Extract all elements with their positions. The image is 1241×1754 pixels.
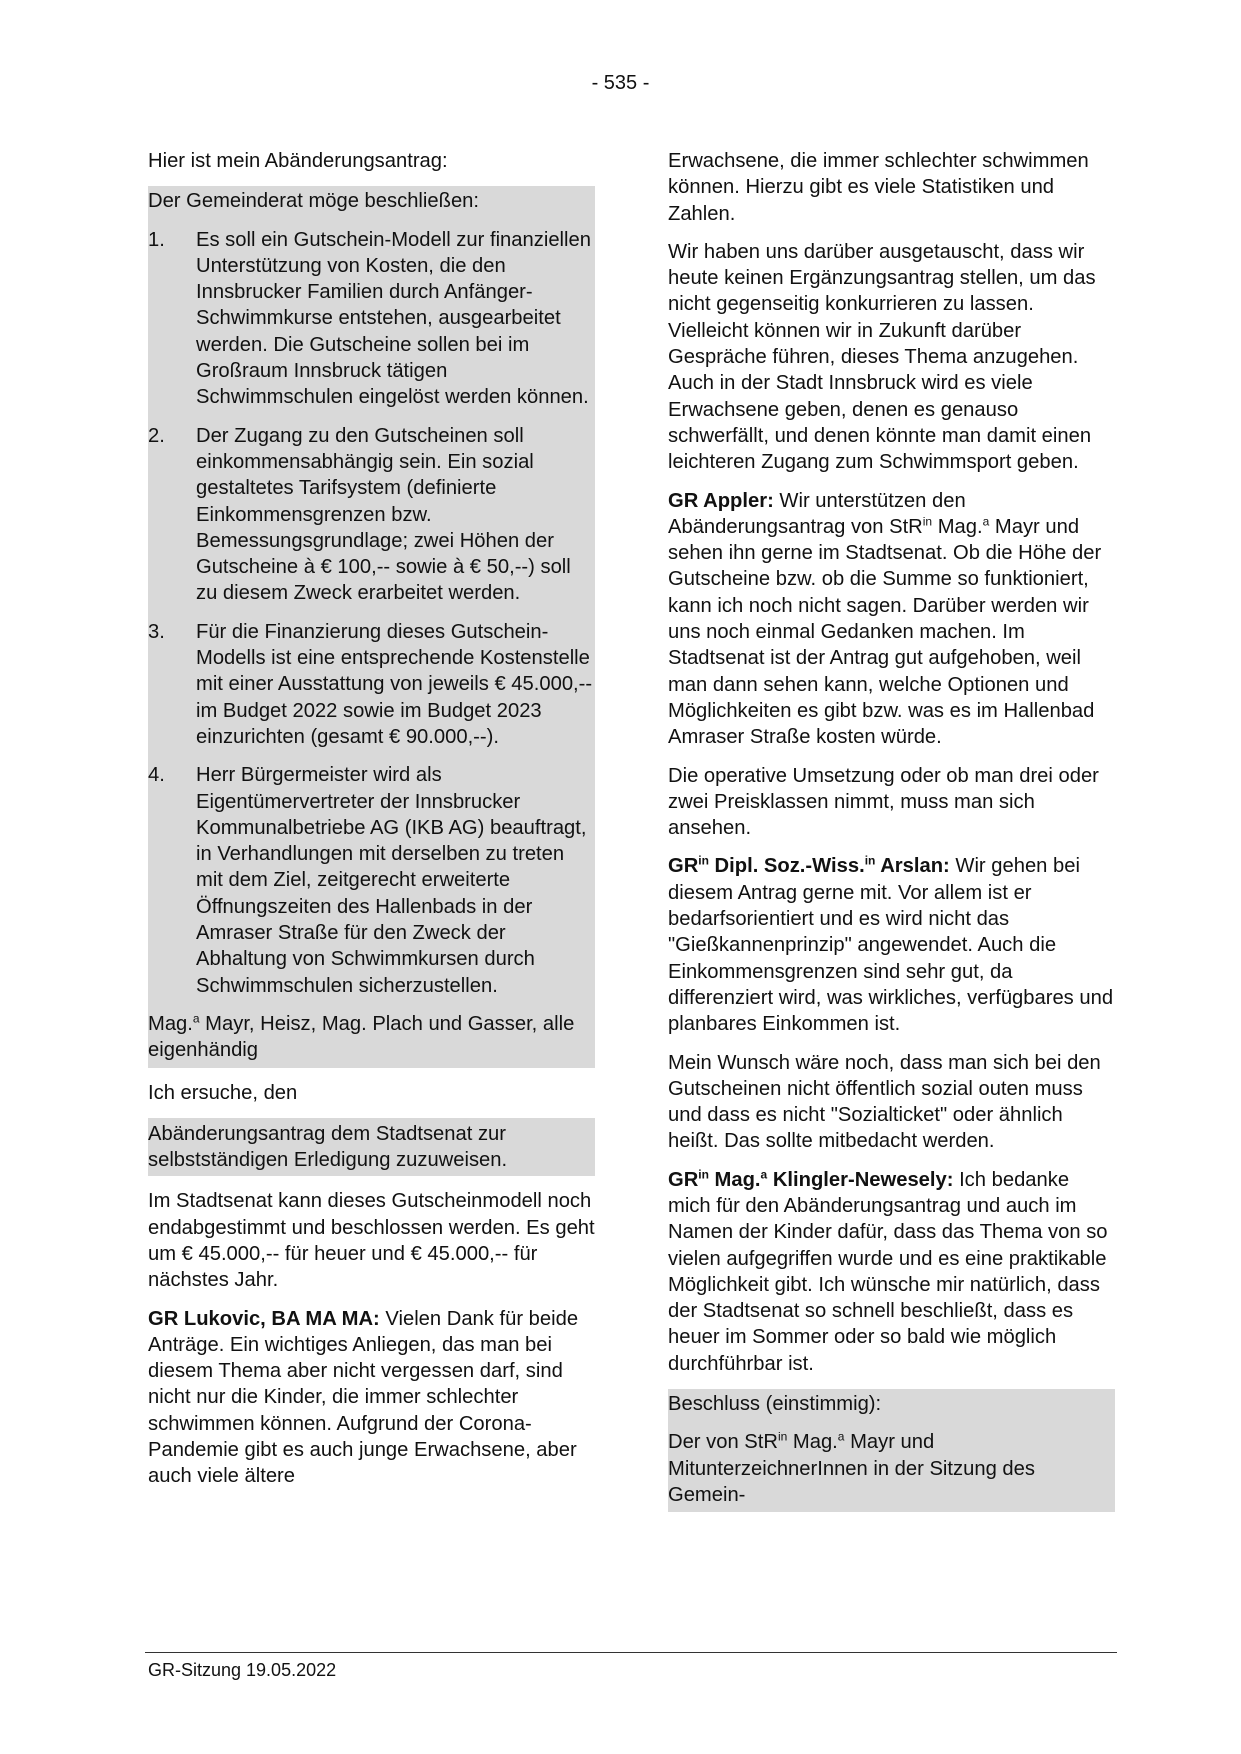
left-column [148, 148, 595, 1502]
motion-item [148, 619, 595, 750]
motion-item [148, 227, 595, 411]
continued-text: Erwachsene, die immer schlechter schwimmen können. Hierzu gibt es viele Statistiken und Zahlen. [668, 150, 1089, 225]
motion-item-text: Herr Bürgermeister wird als Eigentümervertreter der Innsbrucker Kommunalbetriebe AG (IKB AG) beauftragt, in Verhandlungen mit derselben zu treten mit dem Ziel, zeitgerecht erweiterte Öffnungszeiten des Hallenbads in der Amraser Straße für den Zweck der Abhaltung von Schwimmkursen durch Schwimmschulen sicherzustellen. [196, 764, 587, 997]
page-number: - 535 - [591, 72, 650, 94]
paragraph: Wir haben uns darüber ausgetauscht, dass wir heute keinen Ergänzungsantrag stellen, um das nicht gegenseitig konkurrieren zu lassen. Vielleicht können wir in Zukunft darüber Gespräche führen, dieses Thema anzugehen. Auch in der Stadt Innsbruck wird es viele Erwachsene geben, denen es genauso schwerfällt, und denen könnte man damit einen leichteren Zugang zum Schwimmsport geben. [668, 240, 1096, 474]
right-column [668, 148, 1115, 1524]
signers: Mag.$^a$ Mayr, Heisz, Mag. Plach und Gasser, alle eigenhändig [148, 1011, 575, 1062]
motion-item-number: 2. [148, 424, 165, 447]
footer-divider [145, 1652, 1117, 1653]
resolution-heading: Beschluss (einstimmig): [668, 1393, 882, 1416]
speaker-name: $GR^{in}$ Dipl. Soz.-Wiss.$^{in}$ Arslan: [668, 853, 950, 878]
intro-text: Hier ist mein Abänderungsantrag: [148, 150, 448, 172]
motion-item-number: 1. [148, 228, 165, 251]
motion-item-text: Es soll ein Gutschein-Modell zur finanziellen Unterstützung von Kosten, die den Innsbrucker Familien durch Anfänger-Schwimmkurse entstehen, ausgearbeitet werden. Die Gutscheine sollen bei im Großraum Innsbruck tätigen Schwimmschulen eingelöst werden können. [196, 228, 591, 409]
resolution-text: Der von StR$^{in}$ Mag.$^a$ Mayr und MitunterzeichnerInnen in der Sitzung des Gemein- [668, 1429, 1035, 1506]
motion-item [148, 762, 595, 999]
motion-item-text: Der Zugang zu den Gutscheinen soll einkommensabhängig sein. Ein sozial gestaltetes Tarifsystem (definierte Einkommensgrenzen bzw. Bemessungsgrundlage; zwei Höhen der Gutscheine à € 100,-- sowie à € 50,--) soll zu diesem Zweck erarbeitet werden. [196, 424, 571, 605]
appler-statement: GR Appler: Wir unterstützen den Abänderungsantrag von StR$^{in}$ Mag.$^a$ Mayr und sehen ihn gerne im Stadtsenat. Ob die Höhe der Gutscheine bzw. ob die Summe so funktioniert, kann ich noch nicht sagen. Darüber werden wir uns noch einmal Gedanken machen. Im Stadtsenat ist der Antrag gut aufgehoben, weil man dann sehen kann, welche Optionen und Möglichkeiten es gibt bzw. was es im Hallenbad Amraser Straße kosten würde. [668, 489, 1102, 749]
motion-list [148, 227, 595, 999]
request-text: Ich ersuche, den [148, 1081, 298, 1104]
motion-item [148, 423, 595, 607]
speaker-name: $GR^{in}$ Mag.$^a$ Klingler-Newesely: [668, 1166, 954, 1191]
klingler-statement: $GR^{in}$ Mag.$^a$ Klingler-Newesely: Ich bedanke mich für den Abänderungsantrag und auch im Namen der Kinder dafür, dass das Thema von so vielen aufgegriffen wurde und es eine praktikable Möglichkeit gibt. Ich wünsche mir natürlich, dass der Stadtsenat so schnell beschließt, dass es heuer im Sommer oder so bald wie möglich durchführbar ist. [668, 1166, 1108, 1375]
senate-text: Im Stadtsenat kann dieses Gutscheinmodell noch endabgestimmt und beschlossen werden. Es geht um € 45.000,-- für heuer und € 45.000,-- für nächstes Jahr. [148, 1190, 595, 1292]
motion-heading: Der Gemeinderat möge beschließen: [148, 190, 480, 213]
speaker-name: GR Appler: [668, 489, 774, 512]
lukovic-statement: GR Lukovic, BA MA MA: Vielen Dank für beide Anträge. Ein wichtiges Anliegen, das man bei diesem Thema aber nicht vergessen darf, sind nicht nur die Kinder, die immer schlechter schwimmen können. Aufgrund der Corona-Pandemie gibt es auch junge Erwachsene, aber auch viele ältere [148, 1307, 579, 1488]
resolution-box [668, 1389, 1115, 1512]
footer-text: GR-Sitzung 19.05.2022 [148, 1660, 337, 1680]
arslan-statement: $GR^{in}$ Dipl. Soz.-Wiss.$^{in}$ Arslan: Wir gehen bei diesem Antrag gerne mit. Vor allem ist er bedarfsorientiert und es wird nicht das "Gießkannenprinzip" angewendet. Auch die Einkommensgrenzen sind sehr gut, da differenziert wird, was wirkliches, verfügbares und planbares Einkommen ist. [668, 853, 1114, 1036]
motion-item-number: 3. [148, 620, 165, 643]
paragraph: Mein Wunsch wäre noch, dass man sich bei den Gutscheinen nicht öffentlich sozial outen muss und dass es nicht "Sozialticket" oder ähnlich heißt. Das sollte mitbedacht werden. [668, 1051, 1101, 1153]
assign-text: Abänderungsantrag dem Stadtsenat zur selbstständigen Erledigung zuzuweisen. [148, 1118, 595, 1177]
motion-item-text: Für die Finanzierung dieses Gutschein-Modells ist eine entsprechende Kostenstelle mit einer Ausstattung von jeweils € 45.000,-- im Budget 2022 sowie im Budget 2023 einzurichten (gesamt € 90.000,--). [196, 620, 593, 748]
speaker-name: GR Lukovic, BA MA MA: [148, 1307, 380, 1330]
motion-box [148, 186, 595, 1067]
paragraph: Die operative Umsetzung oder ob man drei oder zwei Preisklassen nimmt, muss man sich ansehen. [668, 764, 1099, 840]
motion-item-number: 4. [148, 764, 165, 787]
